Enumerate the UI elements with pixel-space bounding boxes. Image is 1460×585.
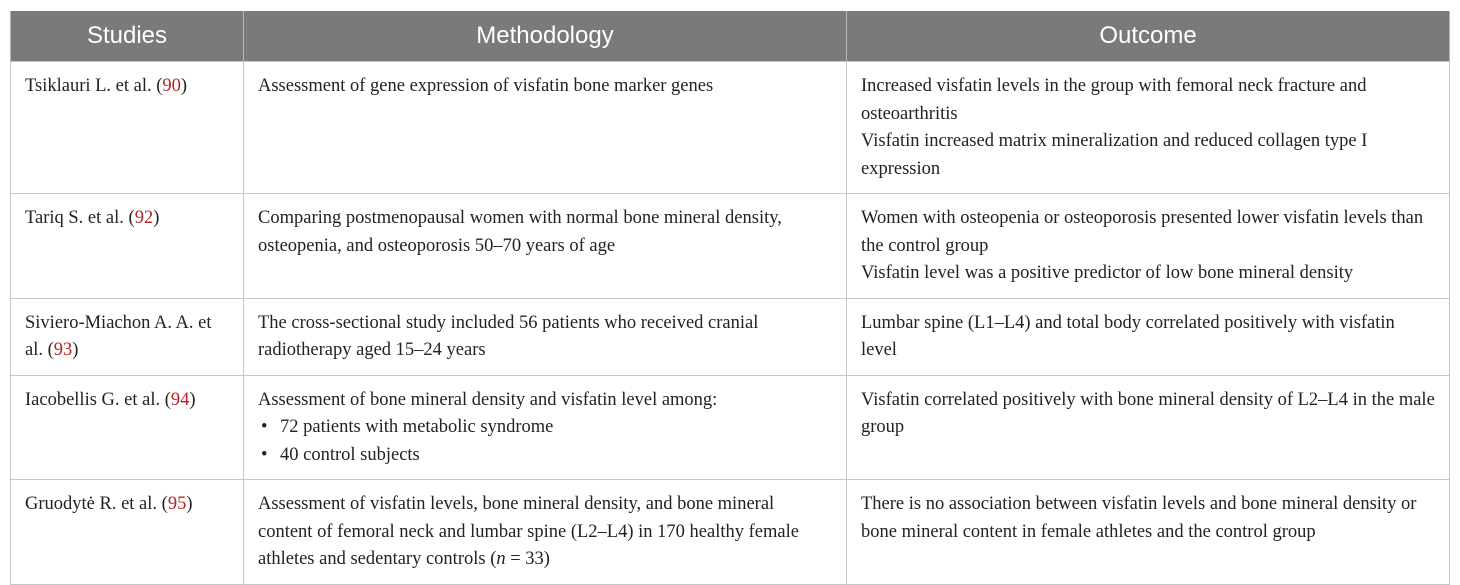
list-item: • 72 patients with metabolic syndrome [258, 414, 832, 442]
studies-table [10, 11, 1450, 585]
methodology-cell [244, 298, 847, 375]
table-row [11, 62, 1450, 194]
study-cell [11, 62, 244, 194]
methodology-bullet-list [258, 414, 832, 469]
methodology-cell [244, 375, 847, 480]
study-author: Siviero-Miachon A. A. et al. ( [25, 312, 212, 360]
outcome-cell [847, 375, 1450, 480]
outcome-line: Lumbar spine (L1–L4) and total body correlated positively with visfatin level [861, 312, 1395, 360]
study-cell [11, 480, 244, 585]
methodology-italic-n: n [496, 549, 506, 569]
reference-link[interactable]: 95 [167, 494, 187, 514]
study-author-end: ) [189, 389, 196, 410]
outcome-line: Visfatin level was a positive predictor of low bone mineral density [861, 263, 1354, 283]
outcome-line: There is no association between visfatin levels and bone mineral density or bone mineral content in female athletes and the control group [861, 494, 1417, 542]
reference-link[interactable]: 90 [162, 76, 181, 96]
outcome-line: Increased visfatin levels in the group with femoral neck fracture and osteoarthritis [861, 76, 1367, 124]
header-studies: Studies [11, 11, 244, 62]
study-author: Gruodytė R. et al. ( [25, 494, 168, 514]
methodology-cell [244, 480, 847, 585]
study-cell [11, 194, 244, 299]
reference-link[interactable]: 92 [134, 208, 154, 228]
table-row [11, 480, 1450, 585]
study-cell [11, 298, 244, 375]
outcome-cell [847, 62, 1450, 194]
study-author: Tariq S. et al. ( [25, 208, 135, 228]
header-outcome: Outcome [847, 11, 1450, 62]
methodology-text: The cross-sectional study included 56 patients who received cranial radiotherapy aged 15–24 years [258, 312, 759, 360]
methodology-text-end: = 33) [505, 549, 550, 569]
table-row [11, 298, 1450, 375]
header-methodology: Methodology [244, 11, 847, 62]
table-row [11, 194, 1450, 299]
methodology-text: Assessment of gene expression of visfatin bone marker genes [258, 76, 714, 96]
outcome-line: Women with osteopenia or osteoporosis presented lower visfatin levels than the control group [861, 208, 1424, 256]
study-author-end: ) [180, 76, 188, 96]
methodology-text: Assessment of bone mineral density and visfatin level among: [258, 389, 718, 410]
study-author-end: ) [72, 340, 79, 360]
study-cell [11, 375, 244, 480]
studies-table-container [10, 11, 1449, 585]
outcome-line: Visfatin correlated positively with bone mineral density of L2–L4 in the male group [861, 389, 1435, 437]
methodology-text: Comparing postmenopausal women with normal bone mineral density, osteopenia, and osteoporosis 50–70 years of age [258, 208, 782, 256]
methodology-cell [244, 194, 847, 299]
outcome-cell [847, 298, 1450, 375]
table-header-row [11, 11, 1450, 62]
study-author-end: ) [186, 494, 193, 514]
reference-link[interactable]: 94 [170, 389, 190, 410]
study-author-end: ) [153, 208, 160, 228]
outcome-cell [847, 480, 1450, 585]
table-row [11, 375, 1450, 480]
methodology-cell [244, 62, 847, 194]
list-item: • 40 control subjects [258, 442, 832, 470]
outcome-cell [847, 194, 1450, 299]
study-author: Iacobellis G. et al. ( [25, 389, 171, 410]
reference-link[interactable]: 93 [53, 340, 73, 360]
outcome-line: Visfatin increased matrix mineralization and reduced collagen type I expression [861, 131, 1368, 179]
study-author: Tsiklauri L. et al. ( [25, 76, 163, 96]
methodology-text: Assessment of visfatin levels, bone mineral density, and bone mineral content of femoral neck and lumbar spine (L2–L4) in 170 healthy female athletes and sedentary controls ( [258, 494, 799, 569]
